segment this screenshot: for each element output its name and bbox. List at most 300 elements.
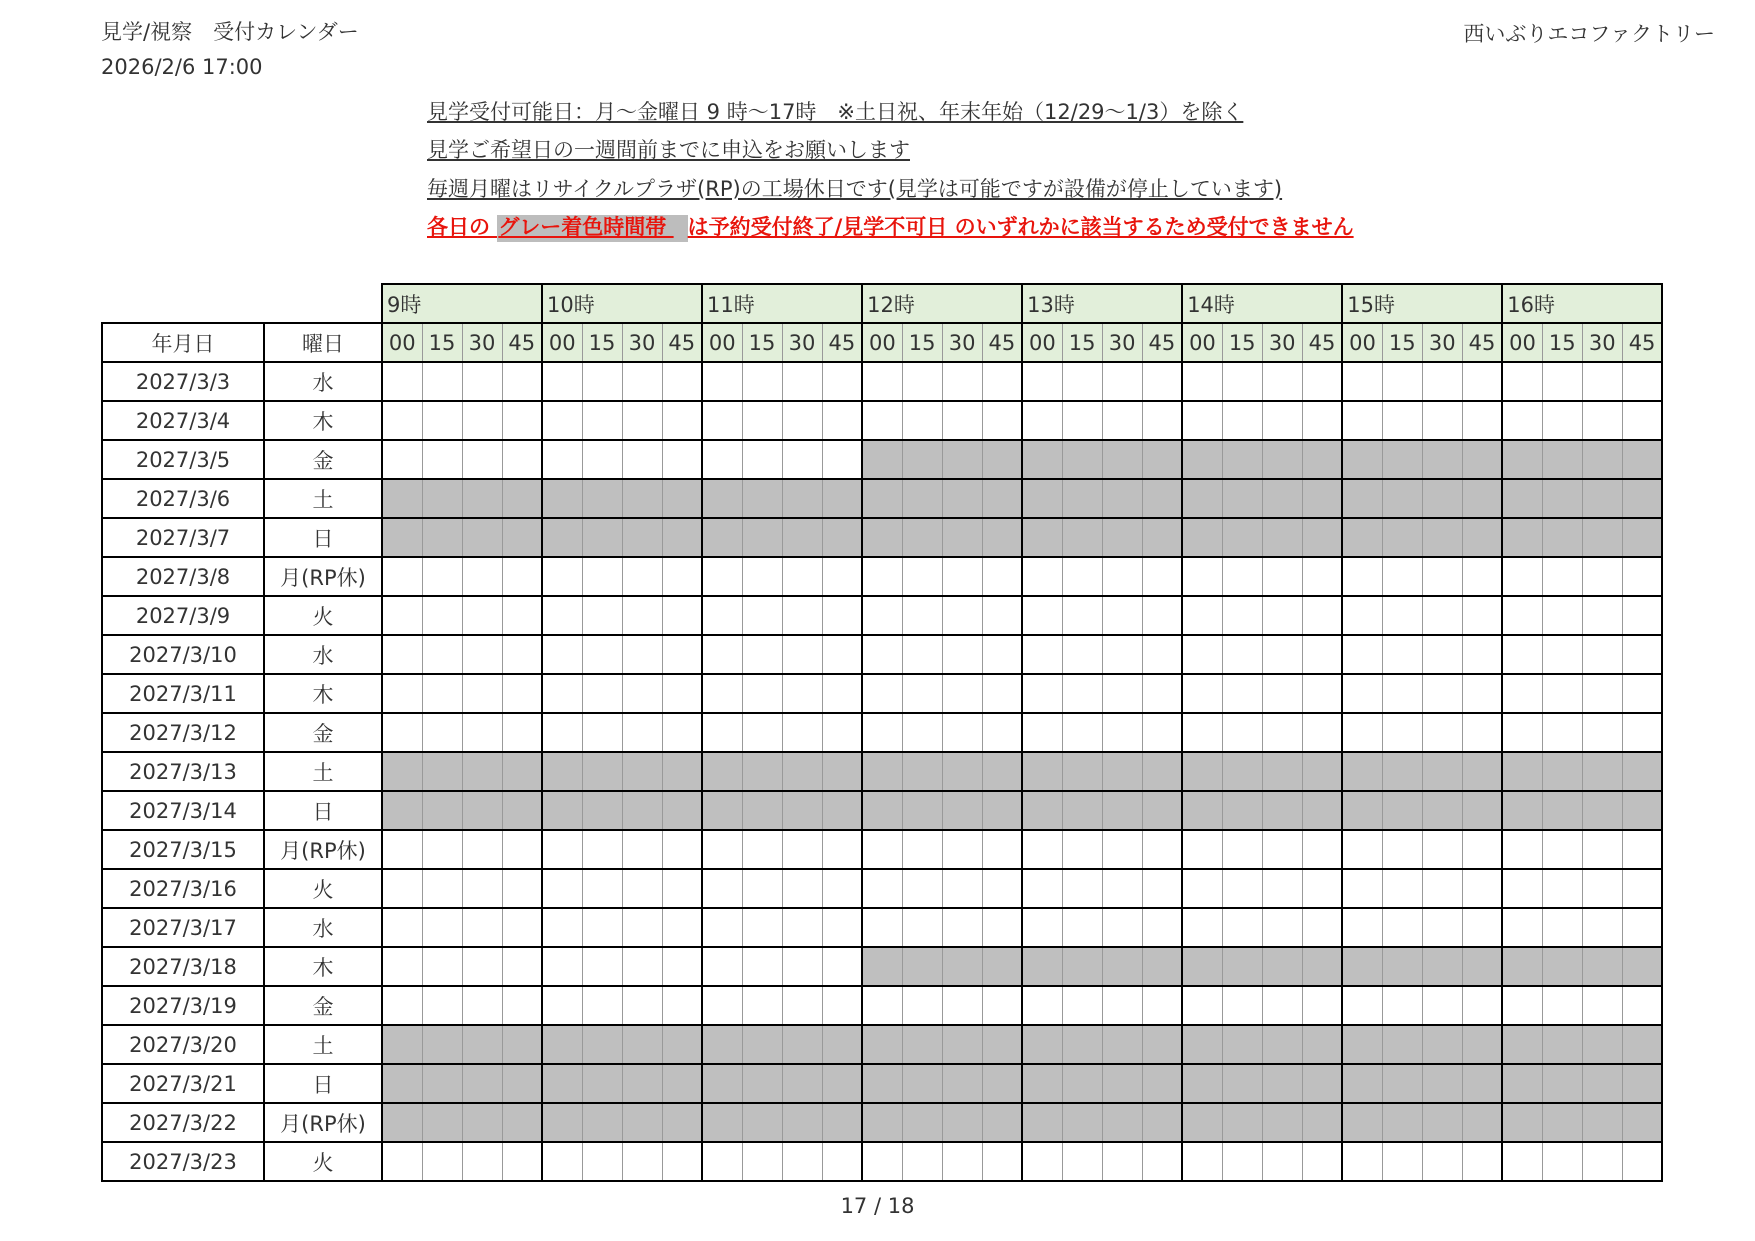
time-slot-open (1102, 986, 1142, 1025)
time-slot-closed (942, 440, 982, 479)
time-slot-closed (1502, 947, 1542, 986)
time-slot-open (422, 1142, 462, 1181)
time-slot-closed (1182, 752, 1222, 791)
time-slot-open (502, 1142, 542, 1181)
time-slot-closed (1142, 752, 1182, 791)
time-slot-open (1182, 986, 1222, 1025)
minute-header: 15 (742, 323, 782, 362)
time-slot-open (1302, 362, 1342, 401)
time-slot-closed (902, 947, 942, 986)
time-slot-open (662, 908, 702, 947)
time-slot-open (1182, 362, 1222, 401)
time-slot-open (382, 596, 422, 635)
time-slot-open (1102, 557, 1142, 596)
time-slot-open (742, 908, 782, 947)
time-slot-open (1462, 635, 1502, 674)
date-cell: 2027/3/18 (102, 947, 264, 986)
time-slot-closed (1462, 752, 1502, 791)
time-slot-open (1462, 401, 1502, 440)
time-slot-open (582, 908, 622, 947)
time-slot-closed (542, 752, 582, 791)
time-slot-open (742, 869, 782, 908)
time-slot-open (1222, 986, 1262, 1025)
time-slot-open (1262, 713, 1302, 752)
time-slot-closed (942, 518, 982, 557)
time-slot-open (1142, 362, 1182, 401)
time-slot-closed (382, 479, 422, 518)
time-slot-closed (862, 440, 902, 479)
time-slot-open (1342, 401, 1382, 440)
date-column-header: 年月日 (102, 323, 264, 362)
time-slot-open (582, 674, 622, 713)
time-slot-open (1142, 674, 1182, 713)
minute-header: 15 (1382, 323, 1422, 362)
time-slot-open (1142, 596, 1182, 635)
time-slot-open (1582, 869, 1622, 908)
time-slot-closed (582, 752, 622, 791)
time-slot-open (1422, 869, 1462, 908)
time-slot-closed (862, 1064, 902, 1103)
minute-header: 00 (1342, 323, 1382, 362)
time-slot-open (942, 713, 982, 752)
time-slot-open (822, 635, 862, 674)
time-slot-closed (582, 1064, 622, 1103)
time-slot-open (1182, 557, 1222, 596)
time-slot-closed (1462, 518, 1502, 557)
time-slot-open (1102, 674, 1142, 713)
time-slot-open (902, 596, 942, 635)
time-slot-open (622, 401, 662, 440)
note-apply-deadline: 見学ご希望日の一週間前までに申込をお願いします (427, 138, 910, 162)
time-slot-open (702, 596, 742, 635)
time-slot-open (1542, 635, 1582, 674)
time-slot-open (1622, 596, 1662, 635)
time-slot-open (542, 635, 582, 674)
time-slot-open (662, 674, 702, 713)
time-slot-open (622, 1142, 662, 1181)
time-slot-closed (742, 1025, 782, 1064)
time-slot-closed (1182, 1064, 1222, 1103)
time-slot-open (1022, 986, 1062, 1025)
time-slot-closed (1542, 518, 1582, 557)
time-slot-open (1062, 1142, 1102, 1181)
time-slot-open (1462, 908, 1502, 947)
company-name: 西いぶりエコファクトリー (1463, 22, 1715, 46)
minute-header: 00 (702, 323, 742, 362)
time-slot-closed (1262, 947, 1302, 986)
time-slot-closed (1622, 440, 1662, 479)
time-slot-open (742, 362, 782, 401)
time-slot-closed (1222, 947, 1262, 986)
date-cell: 2027/3/9 (102, 596, 264, 635)
time-slot-closed (1502, 752, 1542, 791)
time-slot-open (1022, 674, 1062, 713)
time-slot-closed (742, 518, 782, 557)
time-slot-open (702, 713, 742, 752)
time-slot-open (1262, 674, 1302, 713)
time-slot-open (1502, 635, 1542, 674)
weekday-cell: 木 (264, 947, 382, 986)
time-slot-open (462, 596, 502, 635)
time-slot-closed (1582, 1103, 1622, 1142)
time-slot-open (902, 401, 942, 440)
time-slot-closed (822, 752, 862, 791)
time-slot-closed (982, 1064, 1022, 1103)
time-slot-closed (1422, 1064, 1462, 1103)
time-slot-open (1382, 635, 1422, 674)
time-slot-closed (982, 1025, 1022, 1064)
time-slot-open (902, 674, 942, 713)
time-slot-open (1182, 635, 1222, 674)
time-slot-closed (1622, 518, 1662, 557)
time-slot-open (862, 674, 902, 713)
minute-header: 15 (422, 323, 462, 362)
time-slot-open (742, 440, 782, 479)
time-slot-open (1502, 596, 1542, 635)
time-slot-open (702, 869, 742, 908)
time-slot-open (1262, 401, 1302, 440)
date-cell: 2027/3/15 (102, 830, 264, 869)
time-slot-open (1062, 674, 1102, 713)
time-slot-open (1582, 635, 1622, 674)
time-slot-open (1302, 1142, 1342, 1181)
time-slot-open (1382, 713, 1422, 752)
time-slot-closed (1502, 1064, 1542, 1103)
time-slot-open (782, 908, 822, 947)
time-slot-open (822, 830, 862, 869)
note-rp-holiday: 毎週月曜はリサイクルプラザ(RP)の工場休日です(見学は可能ですが設備が停止しています) (427, 177, 1283, 201)
time-slot-open (1102, 635, 1142, 674)
time-slot-closed (422, 752, 462, 791)
time-slot-closed (1142, 440, 1182, 479)
time-slot-open (542, 440, 582, 479)
calendar-row (102, 479, 1662, 518)
time-slot-closed (702, 752, 742, 791)
time-slot-open (1302, 596, 1342, 635)
time-slot-closed (1302, 1025, 1342, 1064)
time-slot-open (1382, 557, 1422, 596)
time-slot-open (902, 713, 942, 752)
time-slot-open (462, 908, 502, 947)
time-slot-closed (422, 1103, 462, 1142)
weekday-cell: 金 (264, 986, 382, 1025)
time-slot-closed (1622, 479, 1662, 518)
time-slot-closed (662, 1025, 702, 1064)
time-slot-open (1502, 674, 1542, 713)
time-slot-open (822, 1142, 862, 1181)
time-slot-open (1462, 557, 1502, 596)
time-slot-closed (422, 1025, 462, 1064)
time-slot-closed (1302, 440, 1342, 479)
time-slot-closed (1462, 440, 1502, 479)
time-slot-open (542, 908, 582, 947)
time-slot-open (1422, 362, 1462, 401)
time-slot-open (1382, 362, 1422, 401)
time-slot-closed (582, 1103, 622, 1142)
time-slot-open (1342, 713, 1382, 752)
time-slot-closed (462, 1025, 502, 1064)
time-slot-open (582, 830, 622, 869)
time-slot-closed (1102, 440, 1142, 479)
time-slot-closed (622, 479, 662, 518)
calendar-row (102, 440, 1662, 479)
calendar-row (102, 557, 1662, 596)
calendar-row (102, 1025, 1662, 1064)
time-slot-open (1582, 830, 1622, 869)
time-slot-open (382, 635, 422, 674)
time-slot-open (902, 830, 942, 869)
time-slot-closed (782, 479, 822, 518)
time-slot-closed (1622, 791, 1662, 830)
time-slot-open (462, 986, 502, 1025)
time-slot-closed (542, 1103, 582, 1142)
time-slot-closed (1542, 752, 1582, 791)
time-slot-closed (1342, 479, 1382, 518)
time-slot-open (622, 362, 662, 401)
time-slot-open (702, 440, 742, 479)
time-slot-closed (382, 1103, 422, 1142)
time-slot-open (942, 596, 982, 635)
time-slot-open (502, 635, 542, 674)
time-slot-open (1062, 557, 1102, 596)
time-slot-open (822, 362, 862, 401)
time-slot-open (542, 674, 582, 713)
time-slot-closed (582, 1025, 622, 1064)
time-slot-open (622, 986, 662, 1025)
time-slot-closed (1182, 518, 1222, 557)
time-slot-open (1062, 362, 1102, 401)
time-slot-open (1582, 362, 1622, 401)
time-slot-open (1262, 557, 1302, 596)
time-slot-open (662, 947, 702, 986)
date-cell: 2027/3/19 (102, 986, 264, 1025)
weekday-cell: 金 (264, 440, 382, 479)
time-slot-closed (702, 1064, 742, 1103)
time-slot-open (1502, 401, 1542, 440)
minute-header: 45 (1142, 323, 1182, 362)
date-cell: 2027/3/23 (102, 1142, 264, 1181)
time-slot-open (782, 557, 822, 596)
time-slot-closed (1382, 947, 1422, 986)
time-slot-open (662, 713, 702, 752)
time-slot-open (382, 1142, 422, 1181)
time-slot-open (1342, 869, 1382, 908)
time-slot-open (382, 713, 422, 752)
time-slot-open (662, 596, 702, 635)
time-slot-open (542, 713, 582, 752)
note-warning-post: は予約受付終了/見学不可日 のいずれかに該当するため受付できません (687, 215, 1354, 239)
time-slot-open (582, 596, 622, 635)
time-slot-closed (1062, 752, 1102, 791)
time-slot-open (1622, 713, 1662, 752)
time-slot-closed (822, 1103, 862, 1142)
time-slot-closed (1542, 479, 1582, 518)
time-slot-closed (1222, 440, 1262, 479)
calendar-row (102, 908, 1662, 947)
time-slot-closed (1022, 1025, 1062, 1064)
time-slot-open (1102, 1142, 1142, 1181)
time-slot-closed (1542, 791, 1582, 830)
time-slot-open (582, 557, 622, 596)
time-slot-open (702, 635, 742, 674)
time-slot-closed (1222, 791, 1262, 830)
time-slot-closed (1302, 1064, 1342, 1103)
time-slot-open (1462, 869, 1502, 908)
time-slot-closed (1022, 518, 1062, 557)
time-slot-open (942, 869, 982, 908)
time-slot-open (422, 713, 462, 752)
document-datetime: 2026/2/6 17:00 (101, 55, 263, 79)
time-slot-open (382, 440, 422, 479)
time-slot-open (822, 869, 862, 908)
time-slot-closed (1182, 1025, 1222, 1064)
time-slot-open (382, 830, 422, 869)
time-slot-closed (1142, 1025, 1182, 1064)
time-slot-closed (1382, 518, 1422, 557)
time-slot-open (942, 362, 982, 401)
calendar-row (102, 674, 1662, 713)
time-slot-closed (1302, 479, 1342, 518)
time-slot-closed (1062, 1025, 1102, 1064)
time-slot-open (742, 557, 782, 596)
time-slot-open (1462, 1142, 1502, 1181)
minute-header: 15 (582, 323, 622, 362)
time-slot-open (1222, 557, 1262, 596)
time-slot-open (502, 674, 542, 713)
time-slot-open (502, 713, 542, 752)
minute-header: 45 (822, 323, 862, 362)
minute-header: 30 (462, 323, 502, 362)
date-cell: 2027/3/22 (102, 1103, 264, 1142)
time-slot-open (1022, 1142, 1062, 1181)
time-slot-closed (1462, 1025, 1502, 1064)
weekday-cell: 日 (264, 1064, 382, 1103)
time-slot-closed (1582, 791, 1622, 830)
time-slot-open (1022, 362, 1062, 401)
time-slot-closed (1302, 791, 1342, 830)
time-slot-open (1222, 830, 1262, 869)
time-slot-closed (1462, 791, 1502, 830)
time-slot-open (982, 869, 1022, 908)
time-slot-open (1142, 869, 1182, 908)
time-slot-closed (1022, 479, 1062, 518)
time-slot-closed (462, 479, 502, 518)
time-slot-open (542, 986, 582, 1025)
time-slot-closed (942, 791, 982, 830)
time-slot-closed (1382, 479, 1422, 518)
time-slot-open (742, 596, 782, 635)
time-slot-closed (622, 1025, 662, 1064)
time-slot-open (622, 596, 662, 635)
calendar-row (102, 1142, 1662, 1181)
time-slot-open (902, 986, 942, 1025)
time-slot-open (742, 986, 782, 1025)
time-slot-open (382, 947, 422, 986)
time-slot-closed (662, 791, 702, 830)
time-slot-open (422, 674, 462, 713)
time-slot-open (1622, 635, 1662, 674)
time-slot-closed (902, 1064, 942, 1103)
time-slot-open (502, 869, 542, 908)
date-cell: 2027/3/20 (102, 1025, 264, 1064)
time-slot-open (1622, 557, 1662, 596)
time-slot-open (942, 908, 982, 947)
time-slot-open (822, 908, 862, 947)
minute-header: 30 (782, 323, 822, 362)
minute-header: 30 (1422, 323, 1462, 362)
minute-header: 30 (622, 323, 662, 362)
weekday-cell: 日 (264, 518, 382, 557)
time-slot-open (422, 362, 462, 401)
time-slot-open (1302, 401, 1342, 440)
time-slot-open (502, 401, 542, 440)
time-slot-open (1342, 635, 1382, 674)
time-slot-open (782, 401, 822, 440)
time-slot-closed (382, 791, 422, 830)
weekday-cell: 月(RP休) (264, 1103, 382, 1142)
time-slot-open (1582, 557, 1622, 596)
minute-header: 30 (942, 323, 982, 362)
time-slot-closed (462, 1064, 502, 1103)
time-slot-open (1502, 908, 1542, 947)
time-slot-open (1622, 401, 1662, 440)
time-slot-closed (1542, 1025, 1582, 1064)
time-slot-closed (382, 752, 422, 791)
time-slot-open (542, 1142, 582, 1181)
time-slot-closed (1502, 518, 1542, 557)
time-slot-closed (1342, 791, 1382, 830)
time-slot-closed (1062, 791, 1102, 830)
calendar-row (102, 362, 1662, 401)
weekday-cell: 土 (264, 1025, 382, 1064)
hour-header: 11時 (702, 284, 862, 323)
time-slot-open (782, 947, 822, 986)
date-cell: 2027/3/21 (102, 1064, 264, 1103)
time-slot-closed (1142, 791, 1182, 830)
time-slot-closed (942, 752, 982, 791)
time-slot-open (1142, 635, 1182, 674)
time-slot-open (1142, 1142, 1182, 1181)
time-slot-closed (1382, 1025, 1422, 1064)
time-slot-closed (1062, 1103, 1102, 1142)
time-slot-open (1022, 401, 1062, 440)
time-slot-open (1262, 362, 1302, 401)
time-slot-open (942, 635, 982, 674)
time-slot-closed (1062, 947, 1102, 986)
time-slot-open (582, 440, 622, 479)
time-slot-open (1102, 830, 1142, 869)
time-slot-closed (942, 479, 982, 518)
time-slot-open (502, 947, 542, 986)
time-slot-closed (502, 479, 542, 518)
minute-header: 15 (1062, 323, 1102, 362)
weekday-cell: 水 (264, 635, 382, 674)
time-slot-open (1422, 635, 1462, 674)
time-slot-closed (1302, 1103, 1342, 1142)
time-slot-closed (982, 518, 1022, 557)
time-slot-open (582, 869, 622, 908)
time-slot-open (942, 674, 982, 713)
time-slot-open (1182, 674, 1222, 713)
time-slot-open (462, 869, 502, 908)
time-slot-open (782, 596, 822, 635)
time-slot-open (542, 401, 582, 440)
time-slot-open (1462, 986, 1502, 1025)
time-slot-open (462, 1142, 502, 1181)
time-slot-closed (622, 1064, 662, 1103)
time-slot-closed (662, 1064, 702, 1103)
time-slot-closed (982, 791, 1022, 830)
